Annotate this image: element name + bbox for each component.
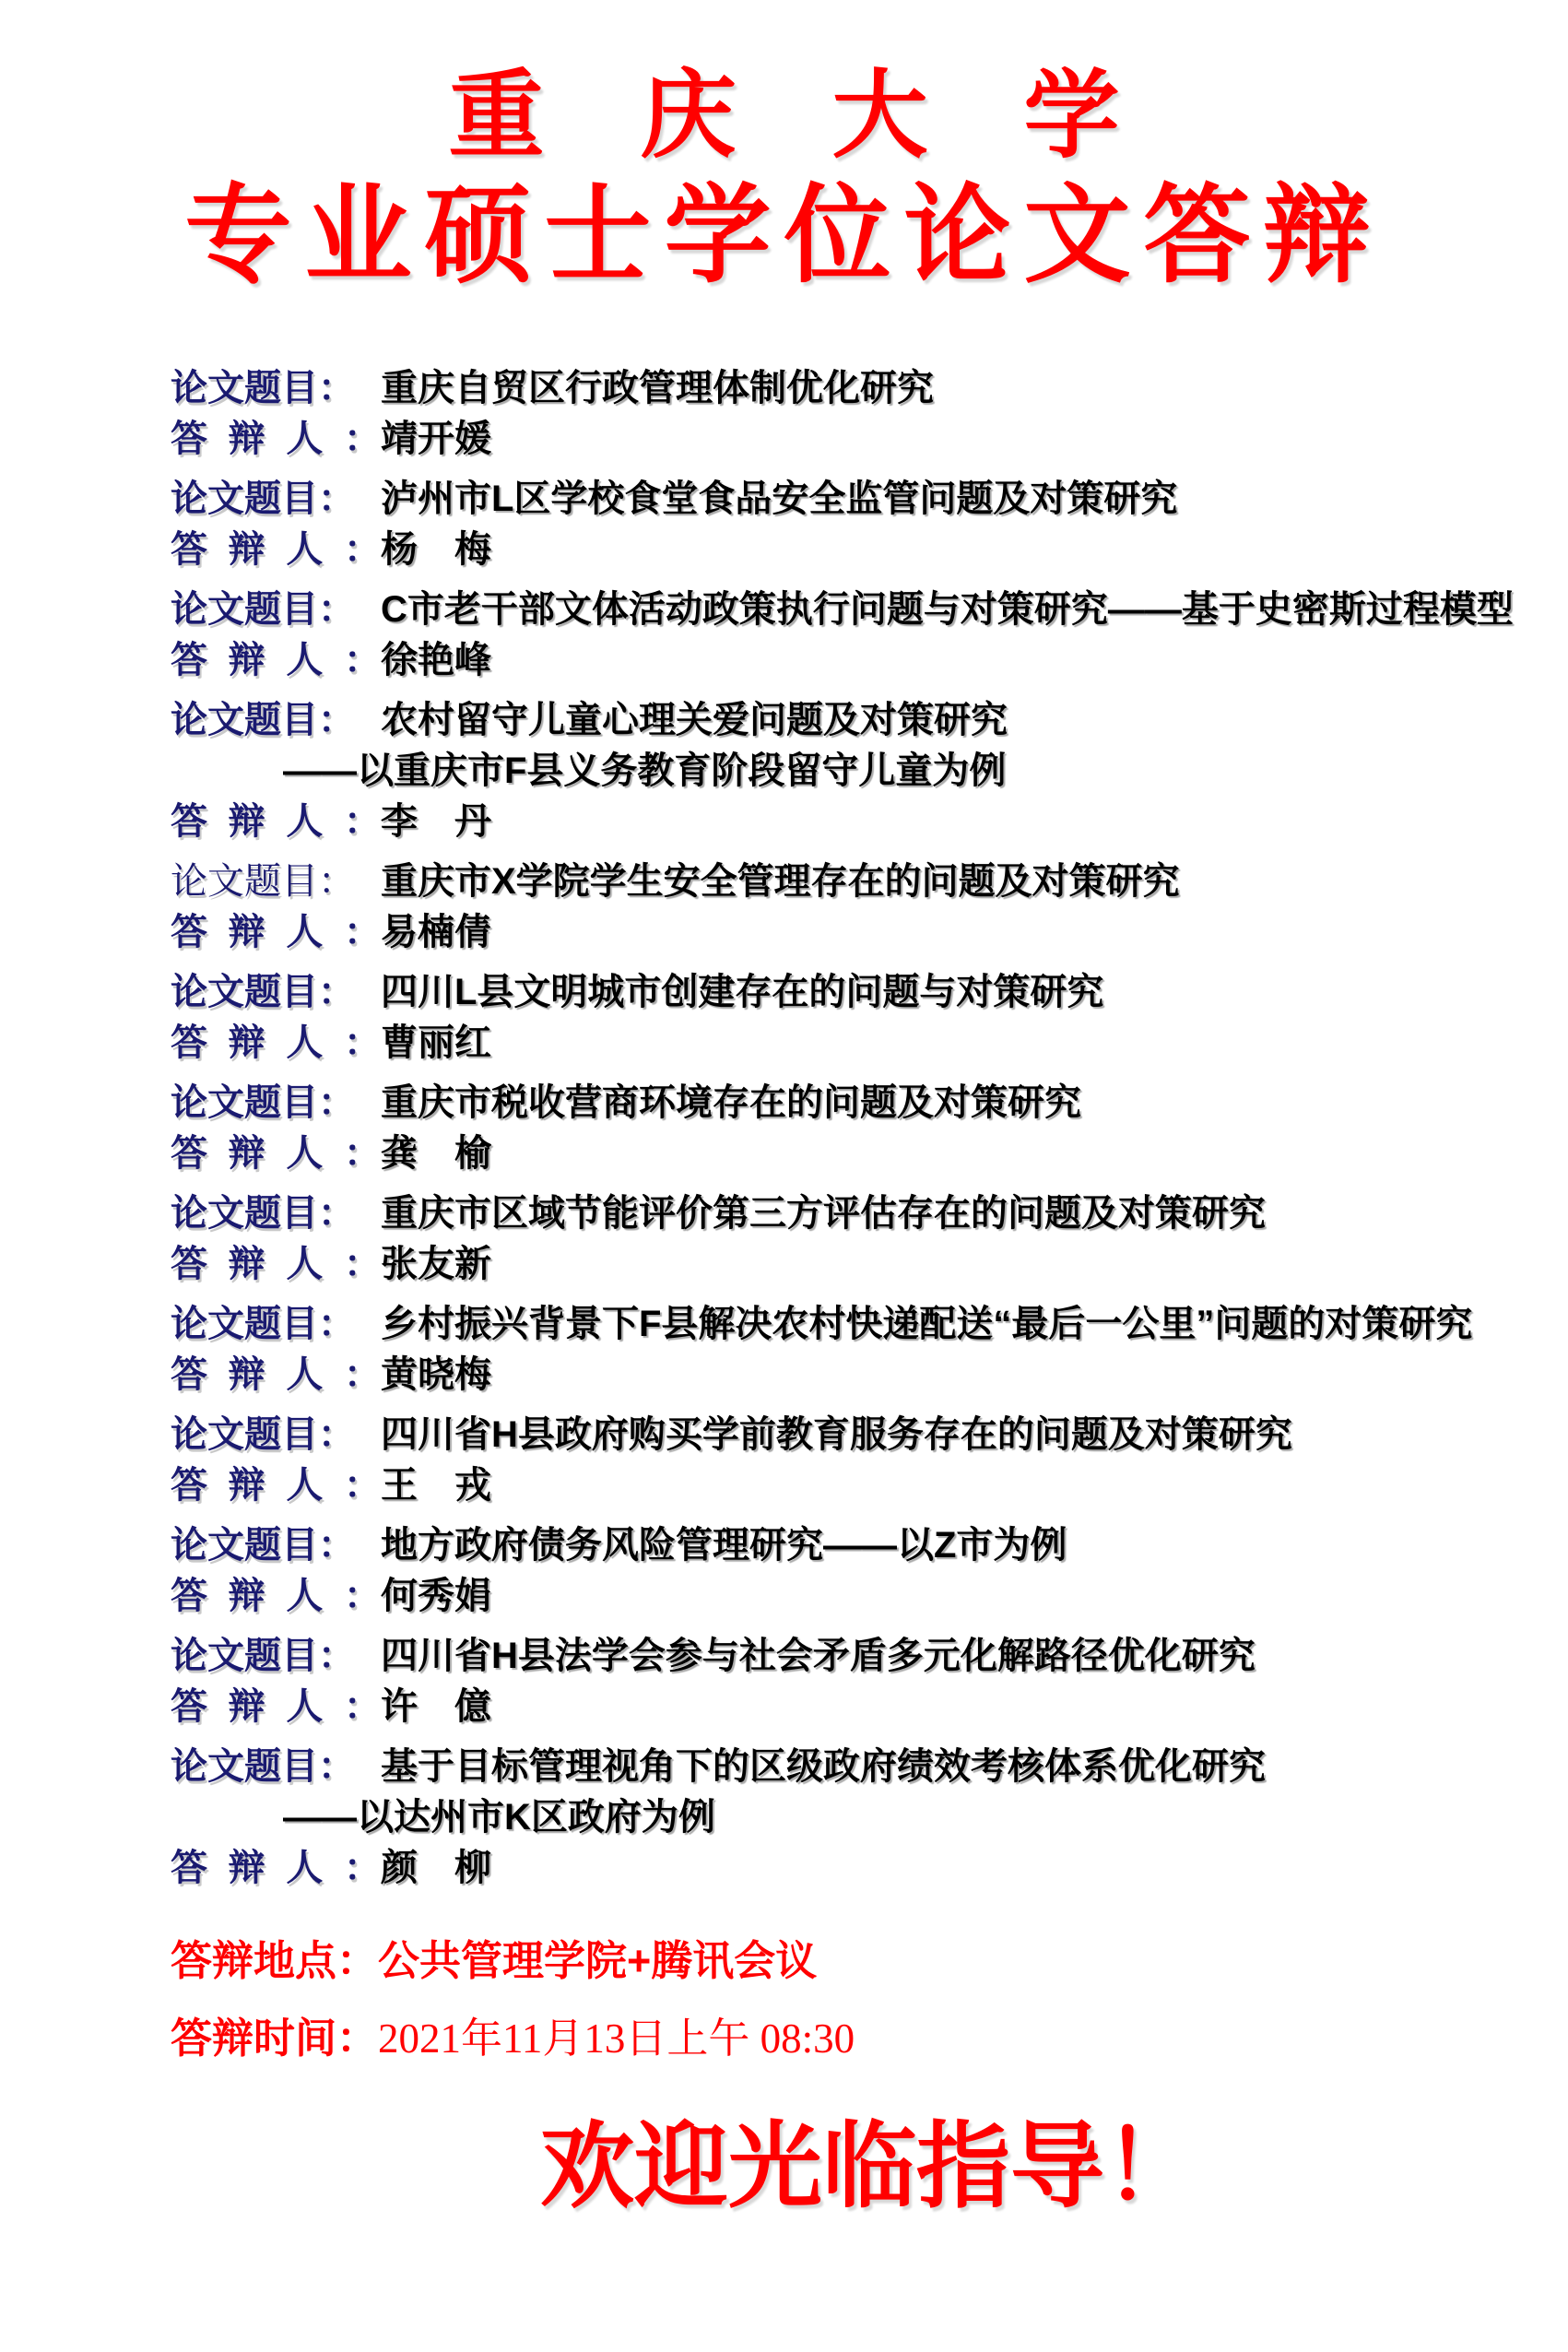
defender-name: 颜 柳 [381,1848,491,1888]
thesis-title-label: 论文题目： [171,479,355,519]
thesis-subtitle-line [171,1792,1568,1843]
thesis-title: 四川省H县法学会参与社会矛盾多元化解路径优化研究 [381,1636,1256,1676]
defender-name: 何秀娟 [381,1576,491,1616]
thesis-title-line [171,857,1568,907]
venue-label: 答辩地点： [171,1937,379,1984]
thesis-entry [171,1520,1568,1622]
thesis-title: 重庆市税收营商环境存在的问题及对策研究 [381,1082,1081,1123]
thesis-title-line [171,585,1568,635]
thesis-entry [171,474,1568,575]
defender-name: 许 億 [381,1686,491,1727]
defender-name: 徐艳峰 [381,640,491,680]
defender-line [171,1571,1568,1622]
thesis-title-line [171,474,1568,525]
thesis-title: 重庆自贸区行政管理体制优化研究 [381,368,934,408]
defender-line [171,1460,1568,1511]
header [0,0,1568,299]
thesis-entry [171,585,1568,686]
thesis-title: 基于目标管理视角下的区级政府绩效考核体系优化研究 [381,1746,1266,1787]
thesis-subtitle-line [171,746,1568,797]
defender-name: 龚 榆 [381,1133,491,1174]
event-title: 专业硕士学位论文答辩 [184,175,1384,295]
thesis-entry [171,1410,1568,1511]
thesis-title-label: 论文题目： [171,972,355,1012]
defender-line [171,1682,1568,1732]
time-value: 2021年11月13日上午 08:30 [378,2015,855,2062]
thesis-title-line [171,1520,1568,1571]
defender-name: 黄晓梅 [381,1354,491,1395]
thesis-title: 地方政府债务风险管理研究——以Z市为例 [381,1525,1067,1566]
thesis-title-line [171,1631,1568,1682]
thesis-title-line [171,695,1568,746]
defender-label: 答辩人： [171,1576,381,1616]
defender-name: 靖开媛 [381,419,491,459]
thesis-title-line [171,1410,1568,1460]
thesis-title-label: 论文题目： [171,1636,355,1676]
thesis-title-label: 论文题目： [171,1193,355,1234]
thesis-entry [171,695,1568,847]
thesis-title-line [171,967,1568,1018]
defender-label: 答辩人： [171,912,381,952]
thesis-entry [171,857,1568,958]
thesis-title: 乡村振兴背景下F县解决农村快递配送“最后一公里”问题的对策研究 [381,1304,1473,1344]
thesis-title: 农村留守儿童心理关爱问题及对策研究 [381,700,1008,740]
defender-line [171,1350,1568,1401]
time-label: 答辩时间： [171,2015,379,2062]
thesis-entry [171,1078,1568,1179]
defender-label: 答辩人： [171,529,381,570]
defender-name: 曹丽红 [381,1022,491,1063]
defender-label: 答辩人： [171,640,381,680]
thesis-entry [171,1188,1568,1290]
thesis-entry [171,967,1568,1069]
time-line [171,2010,1568,2067]
defender-line [171,414,1568,465]
defender-line [171,635,1568,686]
thesis-title-label: 论文题目： [171,368,355,408]
thesis-title-label: 论文题目： [171,1525,355,1566]
defender-line [171,525,1568,575]
thesis-title: 四川省H县政府购买学前教育服务存在的问题及对策研究 [381,1414,1292,1455]
venue-value: 公共管理学院+腾讯会议 [378,1937,818,1984]
thesis-title-label: 论文题目： [171,1082,355,1123]
thesis-entry [171,1299,1568,1401]
defender-line [171,1239,1568,1290]
defender-label: 答辩人： [171,1354,381,1395]
thesis-title-line [171,1742,1568,1792]
thesis-title-line [171,363,1568,414]
defender-label: 答辩人： [171,1465,381,1506]
university-title: 重 庆 大 学 [448,63,1120,170]
thesis-title: 重庆市区域节能评价第三方评估存在的问题及对策研究 [381,1193,1266,1234]
thesis-subtitle: ——以达州市K区政府为例 [283,1797,715,1838]
thesis-title-line [171,1299,1568,1350]
thesis-title-line [171,1078,1568,1129]
defender-label: 答辩人： [171,419,381,459]
defender-line [171,797,1568,847]
defender-label: 答辩人： [171,801,381,842]
thesis-title-label: 论文题目： [171,700,355,740]
thesis-title: C市老干部文体活动政策执行问题与对策研究——基于史密斯过程模型 [381,589,1514,630]
thesis-title: 泸州市L区学校食堂食品安全监管问题及对策研究 [381,479,1178,519]
footer [171,1932,1568,2224]
thesis-title-label: 论文题目： [171,1414,355,1455]
thesis-title: 重庆市X学院学生安全管理存在的问题及对策研究 [381,861,1180,902]
defender-name: 易楠倩 [381,912,491,952]
thesis-title-label: 论文题目： [171,1304,355,1344]
defender-name: 李 丹 [381,801,491,842]
defender-label: 答辩人： [171,1133,381,1174]
defender-name: 王 戎 [381,1465,491,1506]
defender-label: 答辩人： [171,1244,381,1284]
thesis-entry [171,363,1568,465]
defender-line [171,1843,1568,1894]
thesis-title-label: 论文题目： [171,861,355,902]
thesis-title-label: 论文题目： [171,589,355,630]
defender-label: 答辩人： [171,1686,381,1727]
thesis-entry [171,1631,1568,1732]
thesis-title-line [171,1188,1568,1239]
thesis-title: 四川L县文明城市创建存在的问题与对策研究 [381,972,1104,1012]
defender-label: 答辩人： [171,1848,381,1888]
defender-line [171,1129,1568,1179]
defender-name: 杨 梅 [381,529,491,570]
defender-name: 张友新 [381,1244,491,1284]
welcome-slogan: 欢迎光临指导！ [540,2114,1198,2219]
defender-line [171,907,1568,958]
thesis-entry [171,1742,1568,1894]
thesis-subtitle: ——以重庆市F县义务教育阶段留守儿童为例 [283,751,1007,791]
thesis-title-label: 论文题目： [171,1746,355,1787]
thesis-entry-list [171,363,1568,1894]
venue-line [171,1932,1568,1990]
defender-line [171,1018,1568,1069]
defender-label: 答辩人： [171,1022,381,1063]
